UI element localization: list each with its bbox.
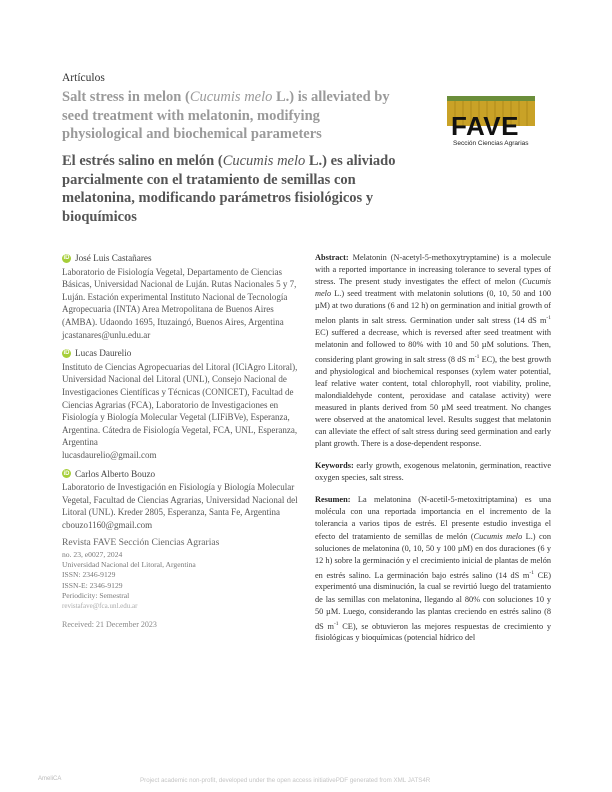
article-title-english xyxy=(62,88,402,144)
amelica-logo: AmeliCA xyxy=(38,776,62,782)
author-name: Lucas Daurelio xyxy=(75,348,132,359)
journal-periodicity: Periodicity: Semestral xyxy=(62,590,130,600)
journal-email[interactable]: revistafave@fca.unl.edu.ar xyxy=(62,602,138,611)
resumen-sup: -1 xyxy=(333,620,339,627)
resumen-species: Cucumis melo xyxy=(473,531,523,541)
title-es-italic: Cucumis melo xyxy=(222,153,306,169)
journal-info xyxy=(62,537,302,611)
journal-title: Revista FAVE Sección Ciencias Agrarias xyxy=(62,537,220,549)
title-en-pre: Salt stress in melon ( xyxy=(62,89,190,105)
author-column xyxy=(62,252,302,632)
author-name-row xyxy=(62,252,302,265)
resumen-text: CE) experimentó una disminución, la cual se revirtió luego del tratamiento de las semillas con melatonina, llegando al 80% con soluciones 10 y 50 µM. Luego, considerando las plantas creciendo en estrés salino (8 dS m xyxy=(315,570,551,631)
section-label: Artículos xyxy=(62,72,105,84)
title-en-post: L.) is alleviated by seed treatment with melatonin, modifying physiological and biochemical parameters xyxy=(62,89,390,142)
journal-issue: no. 23, e0027, 2024 xyxy=(62,550,123,560)
author-email[interactable]: lucasdaurelio@gmail.com xyxy=(62,449,157,460)
resumen-paragraph xyxy=(315,494,551,644)
logo-wordmark: FAVE xyxy=(451,111,519,141)
resumen-text: CE), se obtuvieron las mejores respuestas de crecimiento y fisiológicas y bioquímicas (potencial hídrico del xyxy=(315,621,551,643)
footer-text: Project academic non-profit, developed under the open access initiativePDF generated from XML JATS4R xyxy=(140,777,431,784)
author-affiliation: Laboratorio de Investigación en Fisiología y Biología Molecular Vegetal, Facultad de Ciencias Agrarias, Universidad Nacional del Litoral (UNL). Kreder 2805, Esperanza, Santa Fe, Argentina xyxy=(62,482,298,518)
title-en-italic: Cucumis melo xyxy=(189,89,273,105)
author-block xyxy=(62,468,302,532)
resumen-text: La melatonina (N-acetil-5-metoxitriptamina) es una molécula con una reportada importancia en el incremento de la tolerancia a varios tipos de estrés. El presente estudio investiga el efecto del tratamiento de semillas de melón ( xyxy=(315,495,551,541)
author-affiliation: Laboratorio de Fisiología Vegetal, Departamento de Ciencias Básicas, Universidad Nacional de Luján. Rutas Nacionales 5 y 7, Luján. Estación experimental Instituto Nacional de Tecnología Agropecuaria (INTA) Area Metropolitana de Buenos Aires (AMBA). Udaondo 1695, Ituzaingó, Buenos Aires, Argentina xyxy=(62,266,297,327)
abstract-text: EC), the best growth and physiological and biochemical responses (xylem water potential, leaf relative water content, total chlorophyll, root viability, proline, malondialdehyde content, peroxidase and catalase activity) were measured in plants derived from 50 µM seed treatment. No changes were observed at the anatomical level. Results suggest that melatonin can alleviate the effect of salt stress during seed germination and early plant growth. There is a dose-dependent response. xyxy=(315,354,551,449)
abstract-paragraph xyxy=(315,252,551,450)
keywords-text: early growth, exogenous melatonin, germination, reactive oxygen species, salt stress. xyxy=(315,461,551,483)
journal-publisher: Universidad Nacional del Litoral, Argentina xyxy=(62,560,196,570)
author-name-row xyxy=(62,468,302,481)
article-title-spanish xyxy=(62,152,422,226)
logo-subtitle: Sección Ciencias Agrarias xyxy=(453,140,529,147)
title-es-pre: El estrés salino en melón ( xyxy=(62,153,223,169)
author-email[interactable]: jcastanares@unlu.edu.ar xyxy=(62,329,151,340)
orcid-icon[interactable]: iD xyxy=(63,350,70,357)
abstract-text: Melatonin (N-acetyl-5-methoxytryptamine) is a molecule with a reported importance in increasing tolerance to several types of stress. The present study investigates the effect of melon ( xyxy=(315,253,551,287)
resumen-sup: -1 xyxy=(529,569,534,576)
abstract-text: L.) seed treatment with melatonin solutions (0, 10, 50 and 100 µM) at two durations (6 and 12 h) on germination and initial growth of melon plants in salt stress. Germination under salt stress (14 dS m xyxy=(315,289,551,325)
abstract-label: Abstract: xyxy=(315,253,349,262)
author-name: Carlos Alberto Bouzo xyxy=(75,468,156,479)
journal-eissn: ISSN-E: 2346-9129 xyxy=(62,580,123,590)
resumen-text: L.) con soluciones de melatonina (0, 10, 50 y 100 µM) en dos duraciones (6 y 12 h) sobre la germinación y el crecimiento inicial de plantas de melón en estrés salino. La germinación bajo estrés salino (14 dS m xyxy=(315,531,551,580)
orcid-icon[interactable]: iD xyxy=(63,470,70,477)
author-name-row xyxy=(62,347,302,360)
received-date: Received: 21 December 2023 xyxy=(62,620,157,630)
resumen-label: Resumen: xyxy=(315,495,351,505)
author-email[interactable]: cbouzo1160@gmail.com xyxy=(62,519,153,530)
keywords-label: Keywords: xyxy=(315,461,354,471)
abstract-column xyxy=(315,252,551,654)
abstract-sup: -1 xyxy=(474,354,480,361)
title-es-post: L.) es aliviado parcialmente con el tratamiento de semillas con melatonina, modificando parámetros fisiológicos y bioquímicos xyxy=(62,153,396,225)
abstract-species: Cucumis melo xyxy=(315,277,551,299)
author-affiliation: Instituto de Ciencias Agropecuarias del Litoral (ICiAgro Litoral), Universidad Nacional del Litoral (UNL), Consejo Nacional de Investigaciones Científicas y Técnicas (CONICET), Facultad de Ciencias Agrarias (FCA), Laboratorio de Investigaciones en Fisiología y Biología Molecular Vegetal (LIFiBVe), Esperanza, Argentina. Cátedra de Fisiología Vegetal, FCA, UNL, Esperanza, Argentina xyxy=(62,361,298,448)
abstract-text: EC) suffered a decrease, which is reversed after seed treatment with melatonin and followed to 80% with 10 and 50 µM solutions. Then, considering plant growing in salt stress (8 dS m xyxy=(315,328,551,364)
author-name: José Luis Castañares xyxy=(75,253,152,263)
orcid-icon[interactable]: iD xyxy=(63,255,70,261)
author-block xyxy=(62,347,302,461)
keywords-paragraph xyxy=(315,460,551,484)
author-block xyxy=(62,252,302,341)
abstract-sup: -1 xyxy=(546,315,551,322)
journal-issn: ISSN: 2346-9129 xyxy=(62,570,116,580)
